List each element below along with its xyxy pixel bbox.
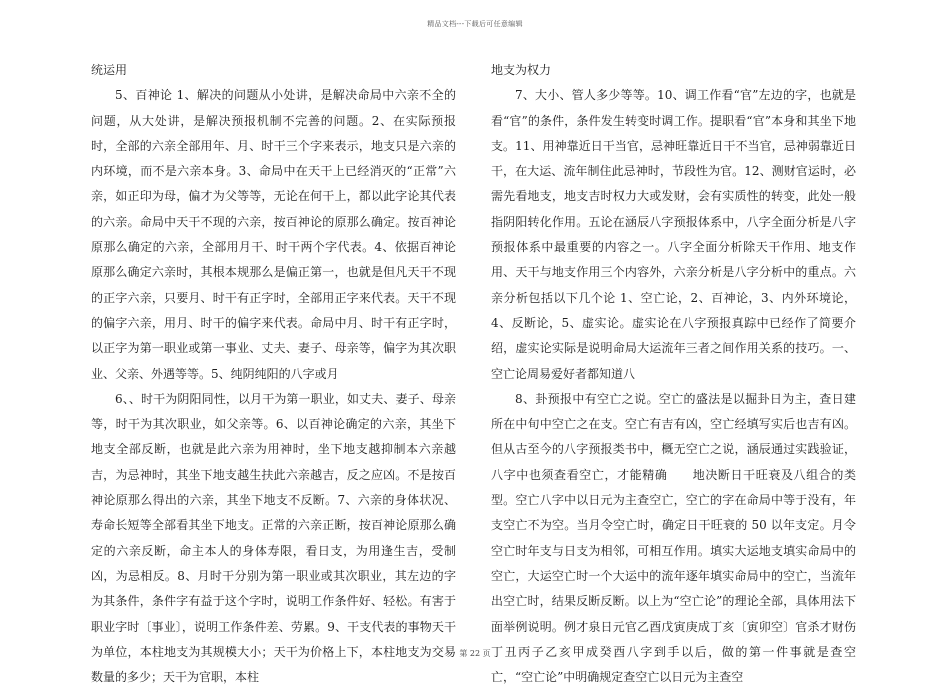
paragraph: 5、百神论 1、解决的问题从小处讲，是解决命局中六亲不全的问题，从大处讲，是解决预报机制不完善的问题。2、在实际预报时，全部的六亲全部用年、月、时干三个字来表示，地支只是六亲的内环境，而不是六亲本身。3、命局中在天干上已经消灭的“正常”六亲，如正印为母，偏才为父等等，无论在何干上，都以此字论其代表的六亲。命局中天干不现的六亲，按百神论的原那么确定。按百神论原那么确定的六亲，全部用月干、时干两个字代表。4、依据百神论原那么确定六亲时，其根本规那么是偏正第一，也就是但凡天干不现的正字六亲，只要月、时干有正字时，全部用正字来代表。天干不现的偏字六亲，用月、时干的偏字来代表。命局中月、时干有正字时，以正字为第一职业或第一事业、丈夫、妻子、母亲等，偏字为其次职业、父亲、外遇等等。5、纯阴纯阳的八字或月 xyxy=(91,88,456,381)
paragraph: 7、大小、管人多少等等。10、调工作看“官”左边的字，也就是看“官”的条件，条件发生转变时调工作。提职看“官”本身和其坐下地支。11、用神靠近日干当官，忌神旺靠近日干不当官，忌神弱靠近日干，在大运、流年制住此忌神时，节段性为官。12、测财官运时，必需先看地支，地支吉时权力大或发财，会有实质性的转变，此处一般指阴阳转化作用。五论在涵辰八字预报体系中，八字全面分析是八字预报体系中最重要的内容之一。八字全面分析除天干作用、地支作用、天干与地支作用三个内容外，六亲分析是八字分析中的重点。六亲分析包括以下几个论 1、空亡论，2、百神论，3、内外环境论，4、反断论，5、虚实论。虚实论在八字预报真踪中已经作了简要介绍，虚实论实际是说明命局大运流年三者之间作用关系的技巧。一、空亡论周易爱好者都知道八 xyxy=(491,88,856,381)
page-header: 精品文档---下载后可任意编辑 xyxy=(427,20,523,28)
left-column xyxy=(91,58,456,690)
paragraph: 8、卦预报中有空亡之说。空亡的盛法是以掘卦日为主，查日建所在中旬中空亡之在支。空亡有吉有凶，空亡经填写实后也吉有凶。但从古至今的八字预报类书中，概无空亡之说，涵辰通过实践验证，八字中也须查看空亡，才能精确 地决断日干旺衰及八组合的类型。空亡八字中以日元为主查空亡，空亡的字在命局中等于没有，年支空亡不为空。当月令空亡时，确定日干旺衰的 50 以年支定。月令空亡时年支与日支为相邻，可相互作用。填实大运地支填实命局中的空亡，大运空亡时一个大运中的流年逐年填实命局中的空亡，当流年出空亡时，结果反断反断。以上为“空亡论”的理论全部，具体用法下面举例说明。例才泉日元官乙酉戊寅庚成丁亥〔寅卯空〕官杀才财伤丁丑丙子乙亥甲成癸酉八字到手以后，做的第一件事就是查空亡，“空亡论”中明确规定查空亡以日元为主查空 xyxy=(491,391,856,685)
paragraph: 地支为权力 xyxy=(491,63,552,77)
page-number: 第 22 页 xyxy=(459,649,491,658)
paragraph: 6、、时干为阴阳同性，以月干为第一职业，如丈夫、妻子、母亲等，时干为其次职业，如父亲等。6、以百神论确定的六亲，其坐下地支全部反断，也就是此六亲为用神时，坐下地支越抑制本六亲越吉，为忌神时，其坐下地支越生扶此六亲越吉，反之应凶。不是按百神论原那么得出的六亲，其坐下地支不反断。7、六亲的身体状况、寿命长短等全部看其坐下地支。正常的六亲正断，按百神论原那么确定的六亲反断，命主本人的身体寿限，看日支，为用逢生吉，受制凶，为忌相反。8、月时干分别为第一职业或其次职业，其左边的字为其条件，条件字有益于这个字时，说明工作条件好、轻松。有害于职业字时〔事业〕，说明工作条件差、劳累。9、干支代表的事物天干为单位，本柱地支为其规模大小；天干为价格上下，本柱地支为交易数量的多少；天干为官职，本柱 xyxy=(91,391,456,685)
paragraph: 统运用 xyxy=(91,63,128,77)
right-column xyxy=(491,58,856,690)
